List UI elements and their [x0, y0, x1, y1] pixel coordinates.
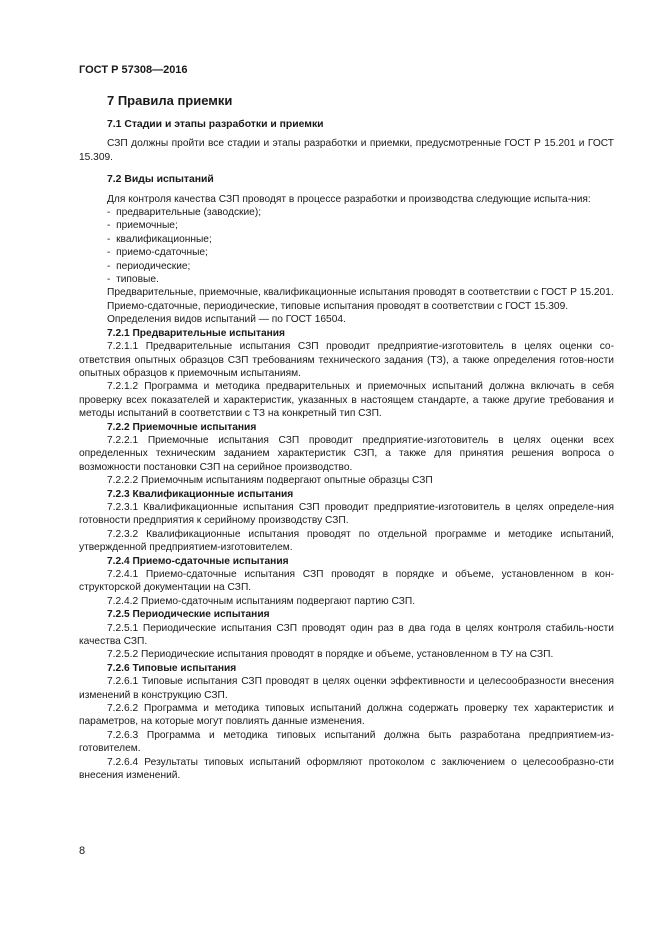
- paragraph: 7.2.6.2 Программа и методика типовых испытаний должна содержать проверку тех характеристик и параметров, на которые могут повлиять данные изменения.: [79, 703, 614, 728]
- heading-7-2-2: 7.2.2 Приемочные испытания: [107, 421, 257, 433]
- paragraph: Приемо-сдаточные, периодические, типовые испытания проводят в соответствии с ГОСТ 15.309.: [107, 300, 569, 312]
- paragraph: Предварительные, приемочные, квалификационные испытания проводят в соответствии с ГОСТ Р 15.201.: [107, 287, 614, 299]
- paragraph: 7.2.3.2 Квалификационные испытания проводят по отдельной программе и методике испытаний, утвержденной предприятием-изготовителем.: [79, 528, 614, 554]
- list-item: - предварительные (заводские);: [107, 206, 614, 219]
- paragraph: 7.2.6.1 Типовые испытания СЗП проводят в целях оценки эффективности и целесообразности внесения изменений в конструкцию СЗП.: [79, 676, 614, 701]
- test-types-list: [79, 206, 614, 286]
- list-item: - приемочные;: [107, 219, 614, 232]
- list-item: - периодические;: [107, 260, 614, 273]
- subsection-title-7-1: 7.1 Стадии и этапы разработки и приемки: [107, 119, 324, 130]
- paragraph: 7.2.4.1 Приемо-сдаточные испытания СЗП проводят в порядке и объеме, установленном в кон-структорской документации на СЗП.: [79, 569, 614, 594]
- paragraph: СЗП должны пройти все стадии и этапы разработки и приемки, предусмотренные ГОСТ Р 15.201 и ГОСТ 15.309.: [79, 138, 614, 163]
- page-number: 8: [79, 845, 86, 857]
- paragraph: 7.2.6.4 Результаты типовых испытаний оформляют протоколом с заключением о целесообразно-сти внесения изменений.: [79, 756, 614, 782]
- paragraph: 7.2.6.3 Программа и методика типовых испытаний должна быть разработана предприятием-из-готовителем.: [79, 729, 614, 755]
- heading-7-2-3: 7.2.3 Квалификационные испытания: [107, 488, 294, 500]
- heading-7-2-6: 7.2.6 Типовые испытания: [107, 662, 237, 674]
- section-title: 7 Правила приемки: [107, 93, 233, 108]
- list-item: - приемо-сдаточные;: [107, 246, 614, 259]
- list-item: - квалификационные;: [107, 233, 614, 246]
- list-item: - типовые.: [107, 273, 614, 286]
- paragraph: Для контроля качества СЗП проводят в процессе разработки и производства следующие испыта-ния:: [107, 193, 591, 205]
- paragraph: 7.2.1.2 Программа и методика предварительных и приемочных испытаний должна включать в себя проверку всех показателей и характеристик, указанных в настоящем стандарте, а также другие требования и методы испытаний в соответствии с ТЗ на конкретный тип СЗП.: [79, 381, 614, 420]
- document-body: [79, 93, 614, 783]
- paragraph: 7.2.5.1 Периодические испытания СЗП проводят один раз в два года в целях контроля стабиль-ности качества СЗП.: [79, 622, 614, 648]
- subsection-title-7-2: 7.2 Виды испытаний: [107, 174, 214, 186]
- paragraph: 7.2.2.2 Приемочным испытаниям подвергают опытные образцы СЗП: [107, 475, 433, 487]
- paragraph: 7.2.5.2 Периодические испытания проводят в порядке и объеме, установленном в ТУ на СЗП.: [107, 649, 554, 661]
- paragraph: 7.2.4.2 Приемо-сдаточным испытаниям подвергают партию СЗП.: [107, 595, 416, 607]
- paragraph: Определения видов испытаний — по ГОСТ 16504.: [107, 314, 346, 326]
- heading-7-2-4: 7.2.4 Приемо-сдаточные испытания: [107, 555, 289, 567]
- paragraph: 7.2.1.1 Предварительные испытания СЗП проводит предприятие-изготовитель в целях оценки со-ответствия опытных образцов СЗП требованиям технического задания (ТЗ), а также определения готов-ности опытных образцов к приемочным испытаниям.: [79, 341, 614, 379]
- heading-7-2-5: 7.2.5 Периодические испытания: [107, 609, 270, 621]
- paragraph: 7.2.2.1 Приемочные испытания СЗП проводит предприятие-изготовитель в целях оценки всех определенных техническим заданием характеристик СЗП, а также для принятия решения вопроса о возможности постановки СЗП на серийное производство.: [79, 434, 614, 473]
- paragraph: 7.2.3.1 Квалификационные испытания СЗП проводит предприятие-изготовитель в целях определе-ния готовности предприятия к серийному производству СЗП.: [79, 501, 614, 527]
- document-code: ГОСТ Р 57308—2016: [79, 64, 188, 76]
- heading-7-2-1: 7.2.1 Предварительные испытания: [107, 327, 285, 339]
